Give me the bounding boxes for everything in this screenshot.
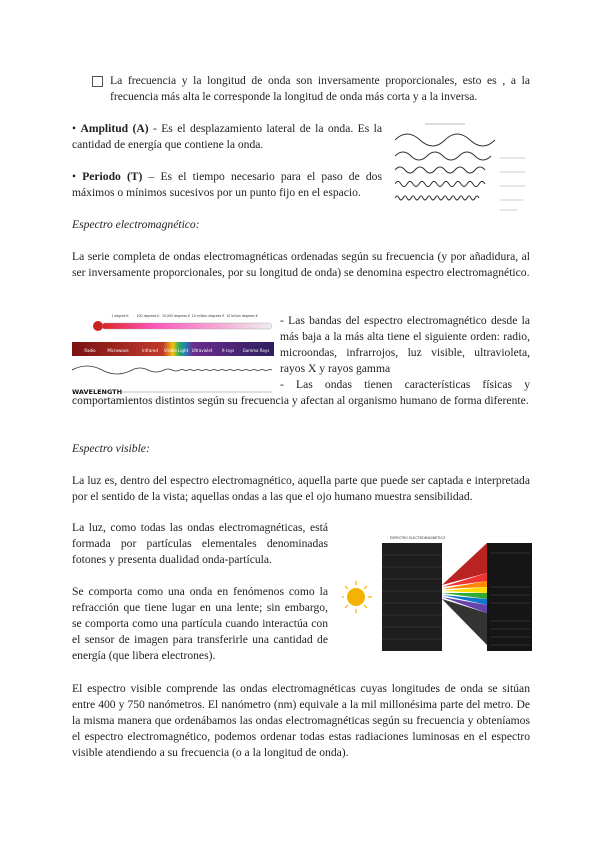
band-label: Radio xyxy=(84,348,96,353)
wave-diagram-figure xyxy=(395,118,530,216)
temp-label: 1 degree K xyxy=(111,314,129,318)
band-label: X-rays xyxy=(221,348,235,353)
wavelength-label: WAVELENGTH xyxy=(72,388,123,396)
visible-intro-paragraph: La luz es, dentro del espectro electromagnético, aquella parte que puede ser captada e interpretada por el sentido de la vista; aquellas ondas a las que el ojo humano muestra sensibilidad. xyxy=(72,474,530,503)
visible-figure-title: ESPECTRO ELECTROMAGNÉTICO xyxy=(390,536,446,540)
section-title-espectro-visible: Espectro visible: xyxy=(72,442,150,455)
temp-label: 10,000 degrees K xyxy=(161,314,191,318)
band-label: Ultraviolet xyxy=(191,348,213,353)
checkbox-bullet-icon xyxy=(92,76,103,87)
espectro-intro-paragraph: La serie completa de ondas electromagnéticas ordenadas según su frecuencia (y por añadidura, al ser inversamente proporcionales, por su longitud de onda) se denomina espectro electromagnético. xyxy=(72,250,530,279)
temp-label: 10 billion degrees K xyxy=(226,314,258,318)
band-label: Gamma Rays xyxy=(242,348,270,353)
periodo-text: – Es el tiempo necesario para el paso de dos máximos o mínimos sucesivos por un punto fijo en el espacio. xyxy=(72,170,382,199)
visible-wave-particle-paragraph: Se comporta como una onda en fenómenos como la refracción que tiene lugar en una lente; sin embargo, se comporta como una partícula cuando interactúa con el sensor de imagen para transferirle una cantidad de energía (que libera electrones). xyxy=(72,585,328,662)
section-title-espectro-electromagnetico: Espectro electromagnético: xyxy=(72,218,200,231)
amplitud-text: - Es el desplazamiento lateral de la onda. Es la cantidad de energía que contiene la onda. xyxy=(72,122,382,151)
visible-range-paragraph: El espectro visible comprende las ondas electromagnéticas cuyas longitudes de onda se sitúan entre 400 y 750 nanómetros. El nanómetro (nm) equivale a la mil millonésima parte del metro. De la misma manera que ordenábamos las ondas electromagnéticas según su frecuencia y obteníamos el espectro electromagnético, podemos ordenar todas estas radiaciones luminosas en el espectro visible atendiendo a su frecuencia (o a la longitud de onda). xyxy=(72,682,530,759)
temp-label: 10 million degrees K xyxy=(191,314,225,318)
visible-spectrum-figure xyxy=(342,533,532,653)
amplitud-paragraph: • Amplitud (A) - Es el desplazamiento lateral de la onda. Es la cantidad de energía que contiene la onda. xyxy=(72,122,382,151)
bands-order-paragraph: - Las bandas del espectro electromagnético desde la más baja a la más alta tiene el siguiente orden: radio, microondas, infrarrojos, luz visible, ultravioleta, rayos X y rayos gamma xyxy=(280,314,530,375)
band-label: Microwave xyxy=(107,348,129,353)
periodo-term: Periodo (T) xyxy=(82,170,143,183)
temp-label: 100 degrees K xyxy=(136,314,160,318)
band-label: Visible Light xyxy=(163,348,189,353)
amplitud-term: Amplitud (A) xyxy=(80,122,149,135)
band-label: Infrared xyxy=(142,348,158,353)
periodo-paragraph: • Periodo (T) – Es el tiempo necesario para el paso de dos máximos o mínimos sucesivos por un punto fijo en el espacio. xyxy=(72,170,382,199)
intro-bullet-text: La frecuencia y la longitud de onda son inversamente proporcionales, esto es , a la frecuencia más alta le corresponde la longitud de onda más corta y a la inversa. xyxy=(110,74,530,103)
visible-photons-paragraph: La luz, como todas las ondas electromagnéticas, está formada por partículas elementales denominadas fotones y presenta dualidad onda-partícula. xyxy=(72,521,328,566)
bands-characteristics-paragraph: - Las ondas tienen características físicas y comportamientos distintos según su frecuencia y afectan al organismo humano de forma diferente. xyxy=(72,378,530,407)
